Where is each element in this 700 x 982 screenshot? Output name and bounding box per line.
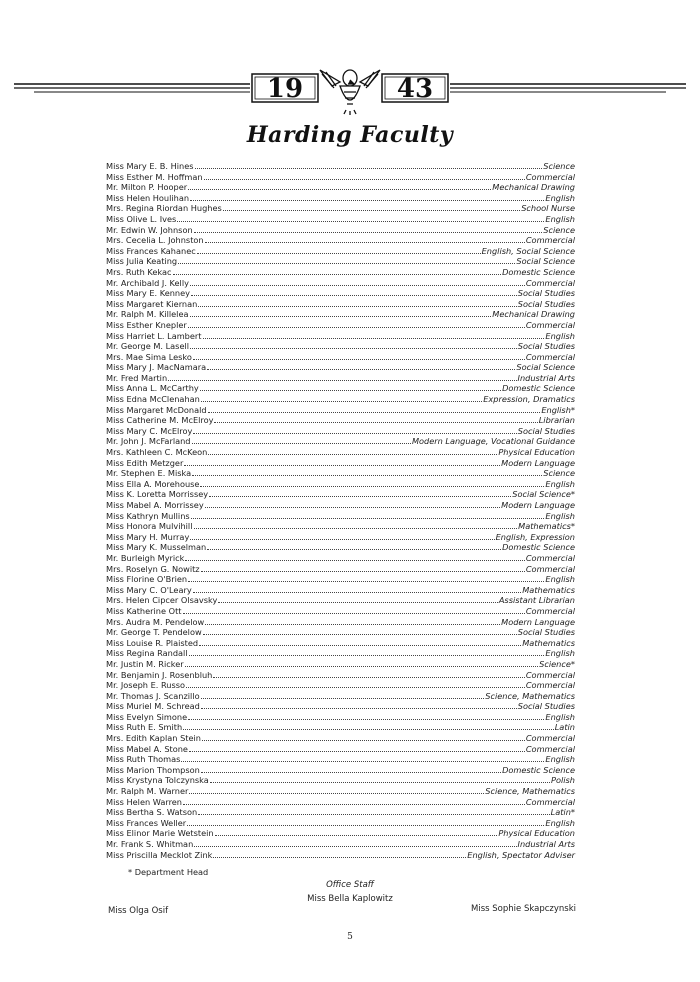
faculty-name: Mrs. Roselyn G. Nowitz xyxy=(106,563,200,574)
faculty-row xyxy=(106,500,575,511)
faculty-subject: English xyxy=(545,711,575,722)
dot-leader xyxy=(214,415,537,423)
faculty-name: Mr. Stephen E. Miska xyxy=(106,468,192,479)
faculty-name: Miss Florine O'Brien xyxy=(106,574,188,585)
faculty-name: Mrs. Audra M. Pendelow xyxy=(106,616,205,627)
faculty-name: Miss Evelyn Simone xyxy=(106,711,188,722)
dot-leader xyxy=(202,733,525,741)
faculty-name: Mr. Ralph M. Warner xyxy=(106,786,189,797)
faculty-subject: Latin* xyxy=(550,807,575,818)
dot-leader xyxy=(188,182,491,190)
faculty-subject: Mathematics xyxy=(522,637,575,648)
faculty-row xyxy=(106,182,575,193)
faculty-subject: Social Studies xyxy=(517,627,575,638)
dot-leader xyxy=(203,331,545,339)
dot-leader xyxy=(184,458,500,466)
dot-leader xyxy=(205,235,525,243)
dot-leader xyxy=(208,405,541,413)
faculty-name: Mr. Milton P. Hooper xyxy=(106,182,188,193)
faculty-name: Mrs. Cecelia L. Johnston xyxy=(106,235,204,246)
faculty-name: Mrs. Helen Cipcer Olsavsky xyxy=(106,595,218,606)
page-number: 5 xyxy=(347,932,353,942)
faculty-row xyxy=(106,161,575,172)
faculty-name: Miss Mary H. Murray xyxy=(106,531,190,542)
faculty-row xyxy=(106,341,575,352)
faculty-subject: Science xyxy=(543,224,575,235)
faculty-subject: Social Studies xyxy=(517,298,575,309)
dot-leader xyxy=(193,585,522,593)
faculty-row xyxy=(106,585,575,596)
dot-leader xyxy=(201,765,501,773)
faculty-name: Mr. Fred Martin xyxy=(106,372,168,383)
faculty-name: Mr. George M. Lasell xyxy=(106,341,190,352)
faculty-row xyxy=(106,193,575,204)
faculty-subject: Commercial xyxy=(525,171,575,182)
faculty-subject: Social Science xyxy=(516,256,575,267)
dot-leader xyxy=(223,203,520,211)
faculty-row xyxy=(106,352,575,363)
faculty-row xyxy=(106,850,575,861)
faculty-row xyxy=(106,489,575,500)
faculty-row xyxy=(106,468,575,479)
faculty-row xyxy=(106,648,575,659)
faculty-name: Miss Mary J. MacNamara xyxy=(106,362,207,373)
faculty-name: Miss Ruth Thomas xyxy=(106,754,181,765)
faculty-name: Mrs. Kathleen C. McKeon xyxy=(106,447,208,458)
faculty-name: Miss Olive L. Ives xyxy=(106,213,177,224)
faculty-subject: Commercial xyxy=(525,552,575,563)
faculty-subject: English xyxy=(545,478,575,489)
faculty-name: Miss Catherine M. McElroy xyxy=(106,415,214,426)
faculty-name: Miss Kathryn Mullins xyxy=(106,510,190,521)
dot-leader xyxy=(185,659,539,667)
faculty-name: Miss Priscilla Mecklot Zink xyxy=(106,849,213,860)
faculty-row xyxy=(106,733,575,744)
faculty-row xyxy=(106,278,575,289)
dot-leader xyxy=(183,606,525,614)
faculty-subject: Modern Language xyxy=(501,616,575,627)
faculty-subject: Social Science xyxy=(516,362,575,373)
faculty-subject: Commercial xyxy=(525,235,575,246)
faculty-subject: Commercial xyxy=(525,680,575,691)
eagle-emblem-icon xyxy=(320,70,380,115)
faculty-subject: Domestic Science xyxy=(502,764,575,775)
dot-leader xyxy=(190,278,525,286)
faculty-subject: English xyxy=(545,213,575,224)
faculty-name: Miss Mary E. B. Hines xyxy=(106,161,194,171)
faculty-row xyxy=(106,172,575,183)
faculty-name: Mr. Joseph E. Russo xyxy=(106,680,186,691)
dot-leader xyxy=(199,638,521,646)
faculty-name: Miss Regina Randall xyxy=(106,648,188,659)
faculty-subject: Industrial Arts xyxy=(517,839,575,849)
faculty-subject: Librarian xyxy=(538,415,575,426)
faculty-subject: Science xyxy=(543,161,575,171)
dot-leader xyxy=(197,246,481,254)
dot-leader xyxy=(188,320,525,328)
faculty-row xyxy=(106,659,575,670)
dot-leader xyxy=(190,309,492,317)
faculty-row xyxy=(106,299,575,310)
dot-leader xyxy=(198,807,549,815)
faculty-subject: Commercial xyxy=(525,563,575,574)
dot-leader xyxy=(213,670,524,678)
faculty-name: Mr. Burleigh Myrick xyxy=(106,552,185,563)
faculty-subject: Science, Mathematics xyxy=(485,786,575,797)
faculty-row xyxy=(106,775,575,786)
faculty-row xyxy=(106,691,575,702)
faculty-row xyxy=(106,765,575,776)
faculty-name: Mr. George T. Pendelow xyxy=(106,627,202,638)
faculty-subject: Mechanical Drawing xyxy=(492,182,575,193)
dot-leader xyxy=(178,256,515,264)
dot-leader xyxy=(203,627,517,635)
faculty-row xyxy=(106,532,575,543)
faculty-subject: Social Science* xyxy=(512,489,575,500)
faculty-row xyxy=(106,754,575,765)
faculty-subject: Mechanical Drawing xyxy=(492,309,575,320)
faculty-row xyxy=(106,511,575,522)
dot-leader xyxy=(177,214,544,222)
faculty-row xyxy=(106,458,575,469)
faculty-name: Miss Muriel M. Schread xyxy=(106,701,200,712)
faculty-row xyxy=(106,436,575,447)
faculty-name: Miss Mary E. Kenney xyxy=(106,288,191,299)
faculty-subject: Commercial xyxy=(525,605,575,616)
dot-leader xyxy=(189,744,525,752)
dot-leader xyxy=(191,288,517,296)
faculty-name: Miss Mary C. O'Leary xyxy=(106,584,192,595)
dot-leader xyxy=(192,436,411,444)
dot-leader xyxy=(210,775,550,783)
faculty-row xyxy=(106,797,575,808)
faculty-subject: Mathematics* xyxy=(518,521,575,532)
faculty-subject: English xyxy=(545,754,575,765)
year-right: 43 xyxy=(396,74,434,104)
faculty-subject: English xyxy=(545,648,575,659)
faculty-subject: English xyxy=(545,510,575,521)
faculty-name: Mr. Ralph M. Killelea xyxy=(106,309,189,320)
department-head-footnote: * Department Head xyxy=(128,867,209,877)
faculty-row xyxy=(106,256,575,267)
faculty-subject: Commercial xyxy=(525,351,575,362)
faculty-subject: Modern Language xyxy=(501,457,575,468)
faculty-name: Miss Harriet L. Lambert xyxy=(106,330,202,341)
faculty-row xyxy=(106,564,575,575)
faculty-subject: Commercial xyxy=(525,319,575,330)
faculty-row xyxy=(106,627,575,638)
dot-leader xyxy=(207,542,501,550)
faculty-subject: Commercial xyxy=(525,796,575,807)
faculty-name: Miss Edna McClenahan xyxy=(106,394,200,405)
faculty-subject: English, Social Science xyxy=(481,245,575,256)
faculty-name: Mrs. Regina Riordan Hughes xyxy=(106,203,222,214)
dot-leader xyxy=(190,341,517,349)
dot-leader xyxy=(193,352,525,360)
faculty-name: Miss Mary C. McElroy xyxy=(106,425,193,436)
faculty-row xyxy=(106,394,575,405)
faculty-name: Mr. John J. McFarland xyxy=(106,436,191,447)
dot-leader xyxy=(190,193,544,201)
dot-leader xyxy=(213,850,466,858)
faculty-row xyxy=(106,839,575,850)
faculty-row xyxy=(106,521,575,532)
faculty-subject: Domestic Science xyxy=(502,266,575,277)
faculty-subject: Domestic Science xyxy=(502,383,575,394)
faculty-subject: English xyxy=(545,192,575,203)
dot-leader xyxy=(201,394,482,402)
dot-leader xyxy=(195,161,543,169)
faculty-subject: Commercial xyxy=(525,277,575,288)
faculty-name: Mrs. Mae Sima Lesko xyxy=(106,351,192,362)
faculty-subject: Expression, Dramatics xyxy=(483,394,575,405)
faculty-name: Miss Frances Kahanec xyxy=(106,245,196,256)
dot-leader xyxy=(193,426,516,434)
faculty-name: Miss Krystyna Tolczynska xyxy=(106,775,209,786)
dot-leader xyxy=(190,532,494,540)
faculty-subject: English xyxy=(545,330,575,341)
faculty-row xyxy=(106,447,575,458)
faculty-subject: Social Studies xyxy=(517,701,575,712)
dot-leader xyxy=(200,479,544,487)
faculty-row xyxy=(106,405,575,416)
dot-leader xyxy=(198,299,516,307)
faculty-subject: English, Spectator Adviser xyxy=(467,849,575,860)
faculty-row xyxy=(106,553,575,564)
faculty-subject: English xyxy=(545,817,575,828)
faculty-name: Miss Bertha S. Watson xyxy=(106,807,198,818)
faculty-name: Miss Ella A. Morehouse xyxy=(106,478,200,489)
faculty-subject: Social Studies xyxy=(517,425,575,436)
faculty-name: Miss Helen Houlihan xyxy=(106,192,190,203)
faculty-row xyxy=(106,479,575,490)
faculty-row xyxy=(106,426,575,437)
faculty-name: Mrs. Ruth Kekac xyxy=(106,266,172,277)
dot-leader xyxy=(186,680,525,688)
faculty-subject: Commercial xyxy=(525,669,575,680)
faculty-row xyxy=(106,203,575,214)
faculty-subject: Social Studies xyxy=(517,341,575,352)
faculty-row xyxy=(106,542,575,553)
faculty-name: Miss Julia Keating xyxy=(106,256,178,267)
faculty-subject: Commercial xyxy=(525,733,575,744)
faculty-subject: English* xyxy=(541,404,575,415)
faculty-row xyxy=(106,235,575,246)
faculty-row xyxy=(106,288,575,299)
faculty-row xyxy=(106,267,575,278)
dot-leader xyxy=(194,225,543,233)
faculty-name: Miss Esther Knepler xyxy=(106,319,187,330)
faculty-subject: English xyxy=(545,574,575,585)
faculty-row xyxy=(106,638,575,649)
faculty-row xyxy=(106,744,575,755)
dot-leader xyxy=(208,447,497,455)
faculty-name: Miss Anna L. McCarthy xyxy=(106,383,199,394)
faculty-row xyxy=(106,383,575,394)
faculty-name: Miss Elinor Marie Wetstein xyxy=(106,828,214,839)
faculty-name: Miss Margaret McDonald xyxy=(106,404,207,415)
faculty-subject: Polish xyxy=(551,775,575,786)
office-staff-left: Miss Olga Osif xyxy=(108,906,169,916)
faculty-row xyxy=(106,595,575,606)
faculty-row xyxy=(106,309,575,320)
faculty-subject: Modern Language xyxy=(501,500,575,510)
faculty-row xyxy=(106,712,575,723)
faculty-name: Miss Honora Mulvihill xyxy=(106,521,193,532)
faculty-list xyxy=(106,161,575,860)
faculty-subject: English, Expression xyxy=(495,531,575,542)
faculty-name: Mr. Justin M. Ricker xyxy=(106,658,184,669)
faculty-name: Miss Mary K. Musselman xyxy=(106,542,207,553)
dot-leader xyxy=(194,521,518,529)
dot-leader xyxy=(218,595,498,603)
faculty-name: Miss Helen Warren xyxy=(106,796,182,807)
dot-leader xyxy=(200,383,501,391)
faculty-row xyxy=(106,225,575,236)
faculty-subject: Domestic Science xyxy=(502,542,575,553)
dot-leader xyxy=(201,564,525,572)
faculty-subject: Science xyxy=(543,468,575,479)
dot-leader xyxy=(173,267,502,275)
faculty-name: Mrs. Edith Kaplan Stein xyxy=(106,733,201,744)
office-staff-right: Miss Sophie Skapczynski xyxy=(471,904,576,914)
faculty-name: Miss Edith Metzger xyxy=(106,457,184,468)
faculty-subject: Industrial Arts xyxy=(517,372,575,383)
page-title: Harding Faculty xyxy=(246,122,454,148)
faculty-row xyxy=(106,807,575,818)
faculty-subject: Science, Mathematics xyxy=(485,690,575,701)
faculty-row xyxy=(106,701,575,712)
faculty-subject: Commercial xyxy=(525,743,575,754)
dot-leader xyxy=(189,648,545,656)
faculty-subject: Social Studies xyxy=(517,288,575,299)
faculty-row xyxy=(106,670,575,681)
faculty-subject: Latin xyxy=(554,722,575,733)
faculty-row xyxy=(106,320,575,331)
faculty-row xyxy=(106,680,575,691)
dot-leader xyxy=(185,553,524,561)
office-staff-center: Miss Bella Kaplowitz xyxy=(307,894,393,904)
faculty-name: Miss Mabel A. Morrissey xyxy=(106,500,204,510)
dot-leader xyxy=(183,797,525,805)
dot-leader xyxy=(192,468,542,476)
faculty-subject: School Nurse xyxy=(521,203,575,214)
dot-leader xyxy=(188,574,544,582)
faculty-subject: Science* xyxy=(539,658,575,669)
faculty-row xyxy=(106,722,575,733)
dot-leader xyxy=(205,617,500,625)
dot-leader xyxy=(209,489,511,497)
dot-leader xyxy=(207,362,515,370)
faculty-name: Miss Frances Weller xyxy=(106,817,187,828)
faculty-row xyxy=(106,373,575,384)
dot-leader xyxy=(205,500,500,508)
faculty-subject: Physical Education xyxy=(498,447,575,458)
faculty-row xyxy=(106,331,575,342)
year-banner xyxy=(14,64,686,116)
dot-leader xyxy=(191,511,545,519)
faculty-row xyxy=(106,574,575,585)
faculty-row xyxy=(106,786,575,797)
dot-leader xyxy=(183,722,554,730)
faculty-name: Mr. Edwin W. Johnson xyxy=(106,224,193,235)
faculty-row xyxy=(106,606,575,617)
faculty-name: Miss Margaret Kiernan xyxy=(106,298,198,309)
faculty-subject: Modern Language, Vocational Guidance xyxy=(411,436,575,447)
dot-leader xyxy=(204,172,525,180)
faculty-row xyxy=(106,362,575,373)
faculty-name: Miss Mabel A. Stone xyxy=(106,743,188,754)
faculty-name: Mr. Frank S. Whitman xyxy=(106,839,194,849)
dot-leader xyxy=(194,839,516,847)
dot-leader xyxy=(201,691,485,699)
office-staff-heading: Office Staff xyxy=(326,880,374,890)
faculty-name: Miss Ruth E. Smith xyxy=(106,722,183,733)
faculty-row xyxy=(106,818,575,829)
dot-leader xyxy=(201,701,517,709)
faculty-name: Miss Louise R. Plaisted xyxy=(106,637,199,648)
faculty-name: Miss K. Loretta Morrissey xyxy=(106,489,209,500)
faculty-row xyxy=(106,246,575,257)
faculty-row xyxy=(106,415,575,426)
dot-leader xyxy=(189,786,484,794)
faculty-row xyxy=(106,617,575,628)
dot-leader xyxy=(187,818,544,826)
dot-leader xyxy=(181,754,544,762)
dot-leader xyxy=(168,373,516,381)
faculty-name: Miss Marion Thompson xyxy=(106,764,200,775)
faculty-row xyxy=(106,214,575,225)
dot-leader xyxy=(215,828,498,836)
faculty-name: Mr. Benjamin J. Rosenbluh xyxy=(106,669,213,680)
faculty-name: Mr. Thomas J. Scanzillo xyxy=(106,690,200,701)
faculty-subject: Assistant Librarian xyxy=(498,595,575,606)
faculty-row xyxy=(106,828,575,839)
year-left: 19 xyxy=(266,74,304,104)
faculty-subject: Mathematics xyxy=(522,584,575,595)
faculty-name: Miss Katherine Ott xyxy=(106,605,182,616)
dot-leader xyxy=(188,712,544,720)
faculty-name: Miss Esther M. Hoffman xyxy=(106,171,203,182)
faculty-name: Mr. Archibald J. Kelly xyxy=(106,277,189,288)
faculty-subject: Physical Education xyxy=(498,828,575,839)
